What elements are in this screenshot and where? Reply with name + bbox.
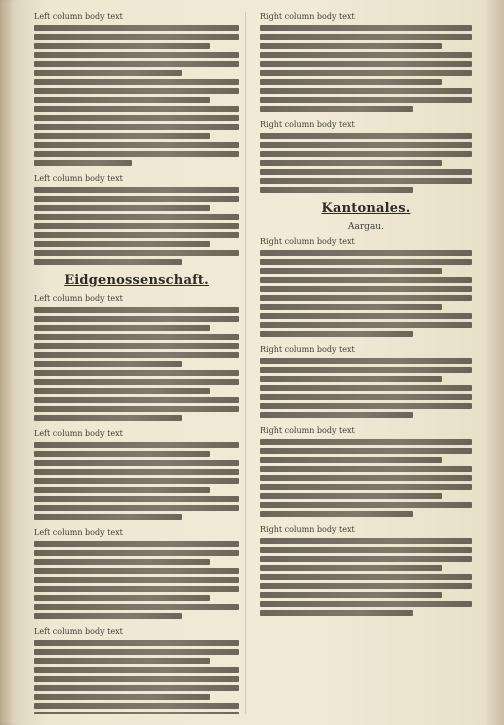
text-line [34, 361, 182, 367]
text-line [34, 52, 239, 58]
text-line-label: Left column body text [34, 528, 123, 537]
text-line [34, 514, 182, 520]
text-line [34, 232, 239, 238]
text-line [260, 583, 472, 589]
text-line [260, 601, 472, 607]
right-section-subheading: Aargau. [348, 222, 384, 232]
left-column [34, 12, 246, 714]
text-line [34, 97, 210, 103]
text-line-label: Right column body text [260, 345, 355, 354]
text-line [34, 370, 239, 376]
text-line [34, 415, 182, 421]
text-line [260, 439, 472, 445]
text-line [34, 676, 239, 682]
text-line [260, 88, 472, 94]
text-line [260, 34, 472, 40]
text-block [34, 528, 239, 619]
text-line [260, 43, 442, 49]
text-line [260, 286, 472, 292]
text-line-label: Right column body text [260, 120, 355, 129]
text-line-label: Left column body text [34, 429, 123, 438]
text-line [34, 124, 239, 130]
text-line [260, 331, 413, 337]
text-line [34, 79, 239, 85]
text-line-label: Right column body text [260, 237, 355, 246]
right-section-heading: Kantonales. [321, 201, 411, 216]
text-line [260, 385, 472, 391]
text-line [34, 250, 239, 256]
text-line [260, 304, 442, 310]
text-line [34, 559, 210, 565]
right-column [260, 12, 472, 714]
text-block [260, 345, 472, 418]
text-line [34, 187, 239, 193]
text-line [34, 223, 239, 229]
text-line [34, 658, 210, 664]
left-section-heading: Eidgenossenschaft. [64, 273, 209, 288]
text-line-label: Left column body text [34, 294, 123, 303]
text-line [34, 325, 210, 331]
text-line [34, 703, 239, 709]
text-line [34, 406, 239, 412]
text-line [260, 79, 442, 85]
text-line [34, 640, 239, 646]
text-line [34, 160, 132, 166]
text-line [260, 484, 472, 490]
text-line [34, 568, 239, 574]
text-line [34, 70, 182, 76]
text-block [260, 12, 472, 112]
text-line [260, 151, 472, 157]
text-block [260, 426, 472, 517]
text-block [260, 120, 472, 193]
text-line [34, 685, 239, 691]
text-line [34, 88, 239, 94]
text-block [34, 12, 239, 166]
text-block [34, 627, 239, 714]
text-line [34, 307, 239, 313]
text-block [260, 237, 472, 337]
text-line [260, 565, 442, 571]
text-line [34, 613, 182, 619]
text-line [260, 466, 472, 472]
text-line [34, 595, 210, 601]
text-line [34, 133, 210, 139]
text-line [260, 511, 413, 517]
text-line-label: Left column body text [34, 627, 123, 636]
text-line [34, 541, 239, 547]
text-line [34, 241, 210, 247]
text-line [34, 487, 210, 493]
text-line [260, 502, 472, 508]
text-line [34, 196, 239, 202]
text-line [260, 556, 472, 562]
text-line [260, 52, 472, 58]
text-line [260, 160, 442, 166]
text-line [260, 178, 472, 184]
text-line [34, 586, 239, 592]
text-line [34, 451, 210, 457]
text-line [34, 61, 239, 67]
text-line [34, 496, 239, 502]
text-line [34, 25, 239, 31]
text-line [260, 169, 472, 175]
text-line [260, 187, 413, 193]
text-line [260, 97, 472, 103]
text-line [260, 547, 472, 553]
text-line [260, 610, 413, 616]
text-line [260, 70, 472, 76]
text-line-label: Right column body text [260, 12, 355, 21]
text-block [260, 525, 472, 616]
text-line [260, 313, 472, 319]
text-line [34, 142, 239, 148]
text-line [260, 538, 472, 544]
text-line [260, 277, 472, 283]
text-line-label: Right column body text [260, 426, 355, 435]
text-line [34, 316, 239, 322]
text-line [34, 460, 239, 466]
text-line [260, 574, 472, 580]
text-line [260, 403, 472, 409]
text-line [34, 214, 239, 220]
text-block [34, 174, 239, 265]
text-line [260, 133, 472, 139]
text-block [34, 294, 239, 421]
text-line [260, 259, 472, 265]
text-line [34, 205, 210, 211]
text-line [34, 34, 239, 40]
text-line [260, 250, 472, 256]
text-line [260, 394, 472, 400]
text-line [260, 61, 472, 67]
text-line [260, 412, 413, 418]
text-line [34, 577, 239, 583]
page-binding [0, 0, 18, 725]
text-line [34, 604, 239, 610]
text-line [34, 442, 239, 448]
text-line-label: Left column body text [34, 12, 123, 21]
text-line [260, 358, 472, 364]
text-line [34, 388, 210, 394]
page-edge [486, 0, 504, 725]
text-line [260, 25, 472, 31]
text-line [34, 712, 239, 714]
text-line-label: Left column body text [34, 174, 123, 183]
text-line [34, 106, 239, 112]
text-line [34, 343, 239, 349]
text-line [260, 106, 413, 112]
text-line [34, 649, 239, 655]
text-line [260, 448, 472, 454]
text-line [260, 493, 442, 499]
text-line [34, 115, 239, 121]
text-line [34, 667, 239, 673]
text-line [260, 367, 472, 373]
text-line [260, 268, 442, 274]
text-line-label: Right column body text [260, 525, 355, 534]
text-line [34, 334, 239, 340]
text-block [34, 429, 239, 520]
text-line [260, 142, 472, 148]
text-line [260, 322, 472, 328]
text-line [34, 151, 239, 157]
text-line [34, 694, 210, 700]
text-line [34, 43, 210, 49]
text-line [34, 478, 239, 484]
text-line [260, 457, 442, 463]
text-line [34, 259, 182, 265]
text-line [34, 379, 239, 385]
text-line [260, 475, 472, 481]
text-line [34, 505, 239, 511]
text-line [260, 295, 472, 301]
text-line [260, 376, 442, 382]
article-columns [34, 12, 472, 714]
text-line [34, 397, 239, 403]
text-line [34, 550, 239, 556]
text-line [260, 592, 442, 598]
text-line [34, 352, 239, 358]
text-line [34, 469, 239, 475]
